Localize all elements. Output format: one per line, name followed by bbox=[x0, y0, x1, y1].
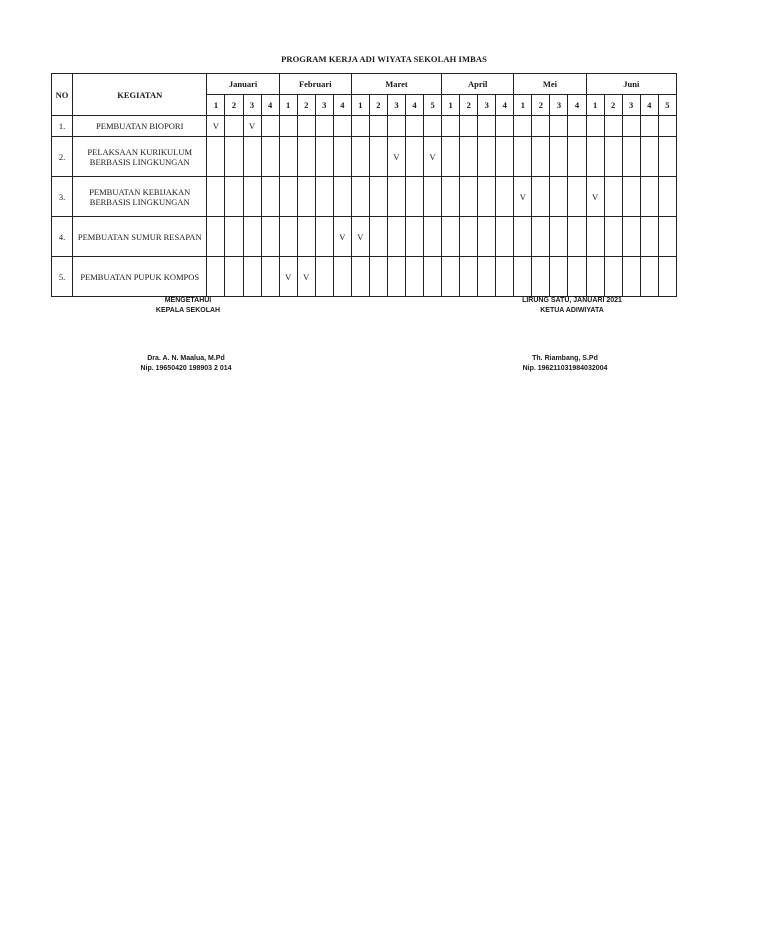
activity-name-line: BERBASIS LINGKUNGAN bbox=[89, 156, 190, 167]
week-header: 3 bbox=[622, 95, 640, 116]
week-header: 5 bbox=[424, 95, 442, 116]
schedule-cell bbox=[658, 217, 676, 257]
schedule-cell bbox=[586, 257, 604, 297]
schedule-cell bbox=[640, 257, 658, 297]
activity-name bbox=[73, 137, 207, 177]
activity-name-line: BERBASIS LINGKUNGAN bbox=[89, 196, 190, 207]
row-number: 4. bbox=[52, 217, 73, 257]
schedule-cell bbox=[261, 177, 279, 217]
week-header: 4 bbox=[568, 95, 586, 116]
week-header: 1 bbox=[586, 95, 604, 116]
schedule-cell bbox=[604, 177, 622, 217]
schedule-cell bbox=[225, 116, 243, 137]
schedule-cell bbox=[568, 177, 586, 217]
schedule-cell bbox=[514, 217, 532, 257]
table-row bbox=[52, 257, 677, 297]
schedule-cell bbox=[424, 116, 442, 137]
month-header-row bbox=[52, 74, 677, 95]
column-header-kegiatan: KEGIATAN bbox=[73, 74, 207, 116]
schedule-cell bbox=[261, 257, 279, 297]
schedule-cell bbox=[405, 257, 423, 297]
schedule-cell bbox=[604, 137, 622, 177]
schedule-cell bbox=[369, 177, 387, 217]
week-header: 2 bbox=[460, 95, 478, 116]
week-header: 3 bbox=[315, 95, 333, 116]
schedule-cell bbox=[351, 257, 369, 297]
schedule-cell bbox=[405, 116, 423, 137]
activity-name bbox=[73, 217, 207, 257]
week-header: 4 bbox=[261, 95, 279, 116]
schedule-cell bbox=[261, 137, 279, 177]
schedule-cell bbox=[351, 137, 369, 177]
schedule-cell bbox=[604, 257, 622, 297]
schedule-cell bbox=[532, 177, 550, 217]
schedule-cell bbox=[478, 137, 496, 177]
month-header: Juni bbox=[586, 74, 676, 95]
row-number: 1. bbox=[52, 116, 73, 137]
signatory-name: Dra. A. N. Maalua, M.Pd bbox=[147, 355, 225, 362]
schedule-cell bbox=[424, 257, 442, 297]
schedule-cell bbox=[297, 137, 315, 177]
schedule-cell bbox=[514, 257, 532, 297]
schedule-cell bbox=[405, 217, 423, 257]
week-header: 1 bbox=[514, 95, 532, 116]
week-header: 3 bbox=[387, 95, 405, 116]
schedule-cell bbox=[532, 217, 550, 257]
month-header: Maret bbox=[351, 74, 441, 95]
week-header: 3 bbox=[243, 95, 261, 116]
schedule-cell bbox=[460, 137, 478, 177]
schedule-cell bbox=[279, 116, 297, 137]
schedule-cell bbox=[460, 217, 478, 257]
schedule-cell bbox=[496, 217, 514, 257]
schedule-cell bbox=[496, 257, 514, 297]
schedule-cell bbox=[225, 137, 243, 177]
schedule-cell bbox=[351, 116, 369, 137]
schedule-cell bbox=[207, 217, 225, 257]
schedule-cell bbox=[622, 177, 640, 217]
schedule-cell: V bbox=[207, 116, 225, 137]
schedule-cell bbox=[550, 137, 568, 177]
week-header: 1 bbox=[351, 95, 369, 116]
week-header: 3 bbox=[478, 95, 496, 116]
schedule-cell: V bbox=[514, 177, 532, 217]
activity-name-line: PEMBUATAN BIOPORI bbox=[96, 121, 184, 131]
schedule-cell bbox=[496, 177, 514, 217]
schedule-cell bbox=[207, 137, 225, 177]
schedule-cell bbox=[225, 217, 243, 257]
schedule-cell bbox=[369, 217, 387, 257]
schedule-cell bbox=[478, 257, 496, 297]
week-header: 2 bbox=[225, 95, 243, 116]
row-number: 2. bbox=[52, 137, 73, 177]
schedule-cell bbox=[297, 177, 315, 217]
week-header: 2 bbox=[532, 95, 550, 116]
activity-name-line: PELAKSAAN KURIKULUM bbox=[87, 146, 193, 157]
schedule-cell bbox=[550, 217, 568, 257]
schedule-cell bbox=[514, 116, 532, 137]
row-number: 5. bbox=[52, 257, 73, 297]
schedule-cell bbox=[568, 257, 586, 297]
schedule-cell bbox=[297, 217, 315, 257]
schedule-cell bbox=[207, 177, 225, 217]
schedule-cell bbox=[658, 116, 676, 137]
schedule-cell bbox=[532, 116, 550, 137]
activity-name bbox=[73, 177, 207, 217]
schedule-cell bbox=[442, 116, 460, 137]
schedule-cell bbox=[568, 116, 586, 137]
month-header: Februari bbox=[279, 74, 351, 95]
schedule-cell bbox=[460, 116, 478, 137]
schedule-cell: V bbox=[333, 217, 351, 257]
document-title: PROGRAM KERJA ADI WIYATA SEKOLAH IMBAS bbox=[281, 54, 487, 64]
schedule-cell bbox=[622, 217, 640, 257]
schedule-cell bbox=[315, 257, 333, 297]
table-row bbox=[52, 116, 677, 137]
schedule-cell bbox=[550, 257, 568, 297]
activity-name-line: PEMBUATAN PUPUK KOMPOS bbox=[80, 271, 200, 282]
schedule-cell bbox=[442, 257, 460, 297]
kepala-sekolah-label: KEPALA SEKOLAH bbox=[155, 307, 221, 314]
activity-name bbox=[73, 116, 207, 137]
schedule-cell bbox=[640, 116, 658, 137]
schedule-cell bbox=[387, 217, 405, 257]
schedule-cell bbox=[297, 116, 315, 137]
schedule-cell bbox=[387, 257, 405, 297]
schedule-cell bbox=[442, 137, 460, 177]
schedule-cell bbox=[279, 177, 297, 217]
schedule-cell bbox=[333, 116, 351, 137]
schedule-cell bbox=[279, 217, 297, 257]
schedule-cell bbox=[261, 217, 279, 257]
schedule-cell bbox=[243, 257, 261, 297]
schedule-cell bbox=[405, 177, 423, 217]
schedule-cell: V bbox=[279, 257, 297, 297]
schedule-cell bbox=[496, 116, 514, 137]
schedule-cell bbox=[442, 177, 460, 217]
schedule-cell bbox=[640, 177, 658, 217]
schedule-cell bbox=[532, 137, 550, 177]
week-header: 4 bbox=[496, 95, 514, 116]
schedule-cell bbox=[550, 116, 568, 137]
week-header: 1 bbox=[442, 95, 460, 116]
schedule-cell: V bbox=[387, 137, 405, 177]
schedule-cell bbox=[279, 137, 297, 177]
schedule-cell bbox=[532, 257, 550, 297]
schedule-cell bbox=[333, 177, 351, 217]
schedule-cell bbox=[424, 217, 442, 257]
activity-name bbox=[73, 257, 207, 297]
schedule-cell bbox=[225, 257, 243, 297]
week-header: 2 bbox=[369, 95, 387, 116]
left-signature-block bbox=[128, 297, 248, 314]
table-row bbox=[52, 177, 677, 217]
schedule-cell bbox=[568, 217, 586, 257]
month-header: Mei bbox=[514, 74, 586, 95]
schedule-cell bbox=[333, 137, 351, 177]
signatory-name: Th. Riambang, S.Pd bbox=[532, 355, 598, 362]
column-header-no: NO bbox=[52, 74, 73, 116]
schedule-cell bbox=[514, 137, 532, 177]
schedule-cell bbox=[586, 116, 604, 137]
row-number: 3. bbox=[52, 177, 73, 217]
schedule-cell bbox=[586, 137, 604, 177]
place-date-label: LIRUNG SATU, JANUARI 2021 bbox=[522, 297, 622, 304]
schedule-cell bbox=[478, 217, 496, 257]
schedule-cell bbox=[460, 177, 478, 217]
mengetahui-label: MENGETAHUI bbox=[164, 297, 212, 304]
schedule-cell bbox=[369, 116, 387, 137]
schedule-cell bbox=[315, 217, 333, 257]
schedule-cell bbox=[496, 137, 514, 177]
right-signature-block bbox=[502, 297, 642, 314]
week-header: 2 bbox=[604, 95, 622, 116]
schedule-table bbox=[51, 73, 677, 297]
schedule-cell: V bbox=[586, 177, 604, 217]
week-header: 5 bbox=[658, 95, 676, 116]
schedule-cell bbox=[568, 137, 586, 177]
schedule-cell bbox=[478, 177, 496, 217]
schedule-cell bbox=[658, 257, 676, 297]
schedule-cell: V bbox=[243, 116, 261, 137]
schedule-cell: V bbox=[351, 217, 369, 257]
schedule-cell bbox=[604, 217, 622, 257]
ketua-adiwiyata-label: KETUA ADIWIYATA bbox=[540, 307, 604, 314]
schedule-cell bbox=[243, 217, 261, 257]
schedule-cell bbox=[315, 177, 333, 217]
schedule-cell bbox=[333, 257, 351, 297]
week-header: 4 bbox=[640, 95, 658, 116]
schedule-cell bbox=[658, 177, 676, 217]
month-header: April bbox=[442, 74, 514, 95]
schedule-cell bbox=[460, 257, 478, 297]
schedule-cell bbox=[207, 257, 225, 297]
schedule-cell bbox=[604, 116, 622, 137]
week-header: 1 bbox=[279, 95, 297, 116]
week-header: 2 bbox=[297, 95, 315, 116]
schedule-cell bbox=[442, 217, 460, 257]
schedule-cell bbox=[640, 137, 658, 177]
week-header: 3 bbox=[550, 95, 568, 116]
schedule-cell bbox=[225, 177, 243, 217]
schedule-cell bbox=[550, 177, 568, 217]
schedule-cell bbox=[622, 116, 640, 137]
left-signatory bbox=[116, 355, 256, 372]
week-header: 4 bbox=[405, 95, 423, 116]
schedule-cell bbox=[387, 177, 405, 217]
schedule-cell bbox=[478, 116, 496, 137]
schedule-cell bbox=[315, 137, 333, 177]
schedule-cell bbox=[405, 137, 423, 177]
schedule-cell bbox=[369, 257, 387, 297]
week-header: 4 bbox=[333, 95, 351, 116]
month-header: Januari bbox=[207, 74, 279, 95]
schedule-cell bbox=[261, 116, 279, 137]
schedule-cell bbox=[658, 137, 676, 177]
schedule-cell: V bbox=[424, 137, 442, 177]
schedule-cell bbox=[424, 177, 442, 217]
signatory-nip: Nip. 196211031984032004 bbox=[522, 365, 608, 372]
schedule-cell bbox=[351, 177, 369, 217]
activity-name-line: PEMBUATAN SUMUR RESAPAN bbox=[77, 231, 202, 242]
schedule-cell bbox=[640, 217, 658, 257]
schedule-cell bbox=[243, 177, 261, 217]
signatory-nip: Nip. 19650420 198903 2 014 bbox=[140, 365, 232, 372]
schedule-cell bbox=[586, 217, 604, 257]
schedule-cell bbox=[622, 257, 640, 297]
week-header: 1 bbox=[207, 95, 225, 116]
activity-name-line: PEMBUATAN KEBIJAKAN bbox=[89, 186, 191, 197]
schedule-cell bbox=[315, 116, 333, 137]
table-row bbox=[52, 217, 677, 257]
schedule-cell: V bbox=[297, 257, 315, 297]
schedule-cell bbox=[622, 137, 640, 177]
table-row bbox=[52, 137, 677, 177]
schedule-cell bbox=[243, 137, 261, 177]
schedule-cell bbox=[387, 116, 405, 137]
right-signatory bbox=[495, 355, 635, 372]
schedule-cell bbox=[369, 137, 387, 177]
